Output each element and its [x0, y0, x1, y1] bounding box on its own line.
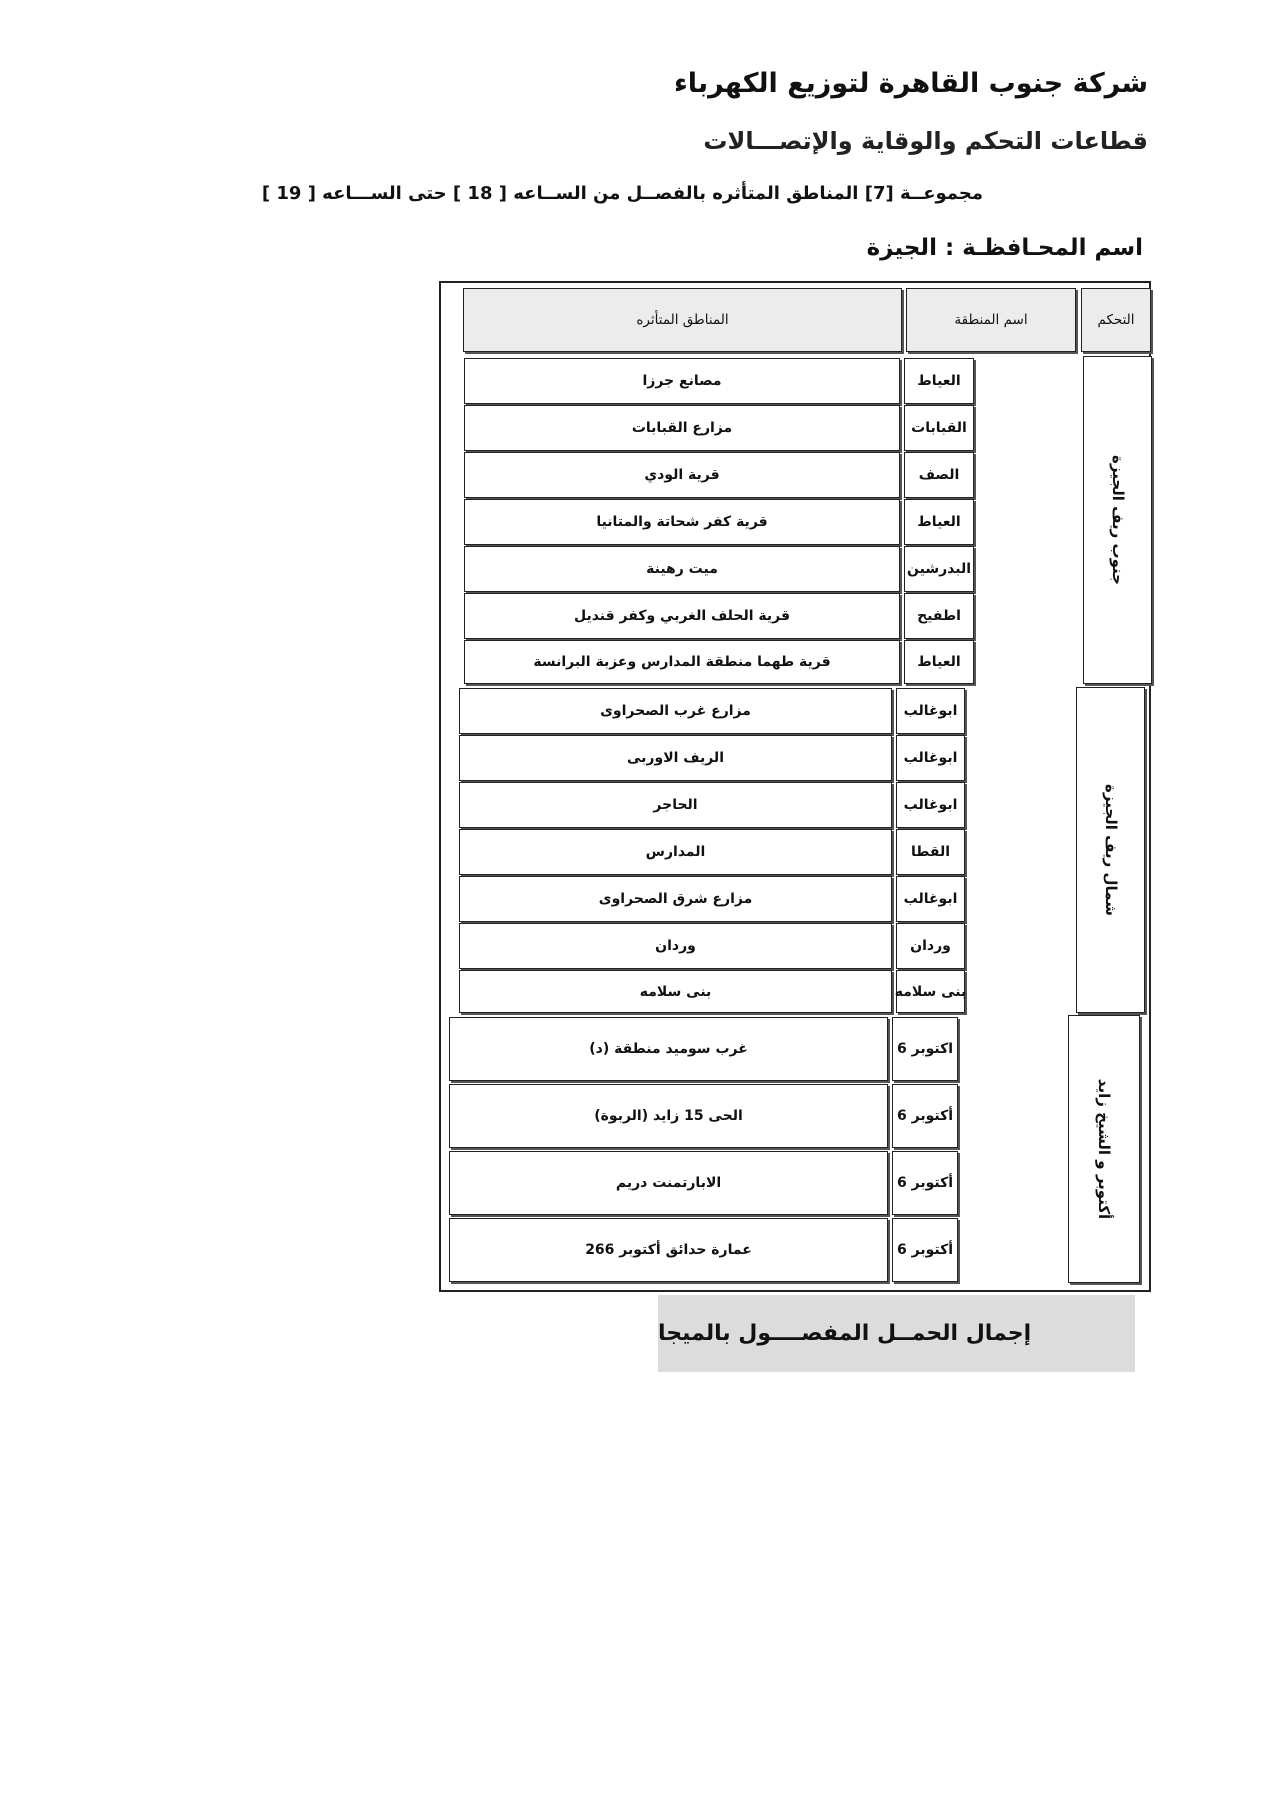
zone-cell — [892, 1218, 958, 1282]
area-cell-text: مصانع جرزا — [642, 373, 722, 389]
area-cell — [459, 688, 892, 734]
zone-cell-text: القبابات — [911, 420, 967, 436]
total-load-box — [658, 1295, 1135, 1372]
area-cell — [464, 593, 900, 639]
zone-cell-text: العياط — [917, 373, 961, 389]
header-areas-text: المناطق المتأثره — [636, 312, 729, 328]
zone-cell-text: اكتوبر 6 — [896, 1041, 954, 1057]
area-cell-text: المدارس — [645, 844, 706, 860]
area-cell — [464, 499, 900, 545]
zone-cell — [904, 358, 974, 404]
area-cell-text: مزارع غرب الصحراوى — [600, 703, 751, 719]
area-cell — [464, 640, 900, 684]
zone-cell — [896, 688, 965, 734]
zone-cell — [904, 452, 974, 498]
area-cell-text: الحاجر — [653, 797, 698, 813]
area-cell-text: عمارة حدائق أكتوبر 266 — [585, 1242, 752, 1258]
area-cell-text: الريف الاوربى — [627, 750, 724, 766]
zone-cell-text: العياط — [917, 654, 961, 670]
control-group-label: شمال ريف الجيزة — [1101, 784, 1120, 916]
control-group-cell — [1083, 356, 1152, 684]
zone-cell-text: اطفيح — [917, 608, 961, 624]
control-group-cell — [1068, 1015, 1140, 1283]
area-cell — [449, 1218, 888, 1282]
area-cell — [464, 452, 900, 498]
area-cell — [449, 1084, 888, 1148]
zone-cell — [896, 876, 965, 922]
zone-cell — [896, 829, 965, 875]
area-cell-text: غرب سوميد منطقة (د) — [589, 1041, 748, 1057]
zone-cell — [904, 640, 974, 684]
area-cell — [464, 405, 900, 451]
header-zone — [906, 288, 1076, 352]
zone-cell-text: الصف — [918, 467, 960, 483]
area-cell-text: مزارع القبابات — [631, 420, 733, 436]
zone-cell — [896, 782, 965, 828]
area-cell — [459, 782, 892, 828]
area-cell — [459, 829, 892, 875]
zone-cell-text: ابوغالب — [903, 797, 958, 813]
area-cell-text: وردان — [655, 938, 696, 954]
zone-cell-text: أكتوبر 6 — [896, 1242, 954, 1258]
area-cell — [459, 735, 892, 781]
group-time-line: مجموعــة [7] المناطق المتأثره بالفصــل من الســاعه [ 18 ] حتى الســـاعه [ 19 ] — [261, 183, 983, 204]
control-group-label: جنوب ريف الجيزة — [1108, 455, 1127, 585]
zone-cell — [904, 593, 974, 639]
area-cell-text: بنى سلامه — [639, 983, 712, 1000]
sectors-title: قطاعات التحكم والوقاية والإتصـــالات — [703, 127, 1148, 155]
zone-cell-text: أكتوبر 6 — [896, 1108, 954, 1124]
zone-cell — [896, 923, 965, 969]
zone-cell-text: وردان — [910, 938, 951, 954]
zone-cell — [904, 546, 974, 592]
zone-cell — [904, 405, 974, 451]
area-cell — [464, 358, 900, 404]
zone-cell-text: القطا — [910, 844, 951, 860]
zone-cell — [896, 735, 965, 781]
area-cell-text: قرية طهما منطقة المدارس وعزبة البرانسة — [533, 654, 831, 670]
area-cell-text: مزارع شرق الصحراوى — [598, 891, 753, 907]
area-cell — [464, 546, 900, 592]
header-control-text: التحكم — [1097, 312, 1135, 328]
control-group-label: أكتوبر و الشيخ زايد — [1095, 1078, 1113, 1220]
zone-cell — [896, 970, 965, 1013]
zone-cell — [904, 499, 974, 545]
zone-cell-text: ابوغالب — [903, 703, 958, 719]
control-group-cell — [1076, 687, 1145, 1013]
area-cell — [449, 1017, 888, 1081]
area-cell — [459, 970, 892, 1013]
area-cell-text: قرية الحلف الغربي وكفر قنديل — [573, 608, 791, 624]
zone-cell-text: ابوغالب — [903, 750, 958, 766]
area-cell-text: الحى 15 زايد (الربوة) — [594, 1108, 743, 1124]
company-name: شركة جنوب القاهرة لتوزيع الكهرباء — [674, 68, 1148, 99]
area-cell — [459, 923, 892, 969]
zone-cell-text: البدرشين — [907, 561, 971, 577]
zone-cell-text: بنى سلامه — [894, 983, 967, 1000]
header-control — [1081, 288, 1151, 352]
area-cell-text: الابارتمنت دريم — [615, 1175, 722, 1191]
zone-cell-text: ابوغالب — [903, 891, 958, 907]
total-load-label: إجمال الحمــل المفصــــول بالميجا — [658, 1321, 1032, 1346]
zone-cell — [892, 1151, 958, 1215]
zone-cell — [892, 1084, 958, 1148]
header-zone-text: اسم المنطقة — [954, 312, 1028, 328]
zone-cell-text: أكتوبر 6 — [896, 1175, 954, 1191]
zone-cell-text: العياط — [917, 514, 961, 530]
area-cell-text: ميت رهينة — [646, 561, 718, 577]
governorate-label: اسم المحـافظـة : الجيزة — [866, 235, 1143, 261]
area-cell-text: قرية كفر شحاتة والمتانيا — [596, 514, 768, 530]
area-cell — [459, 876, 892, 922]
area-cell-text: قرية الودي — [644, 467, 720, 483]
zone-cell — [892, 1017, 958, 1081]
header-areas — [463, 288, 902, 352]
area-cell — [449, 1151, 888, 1215]
